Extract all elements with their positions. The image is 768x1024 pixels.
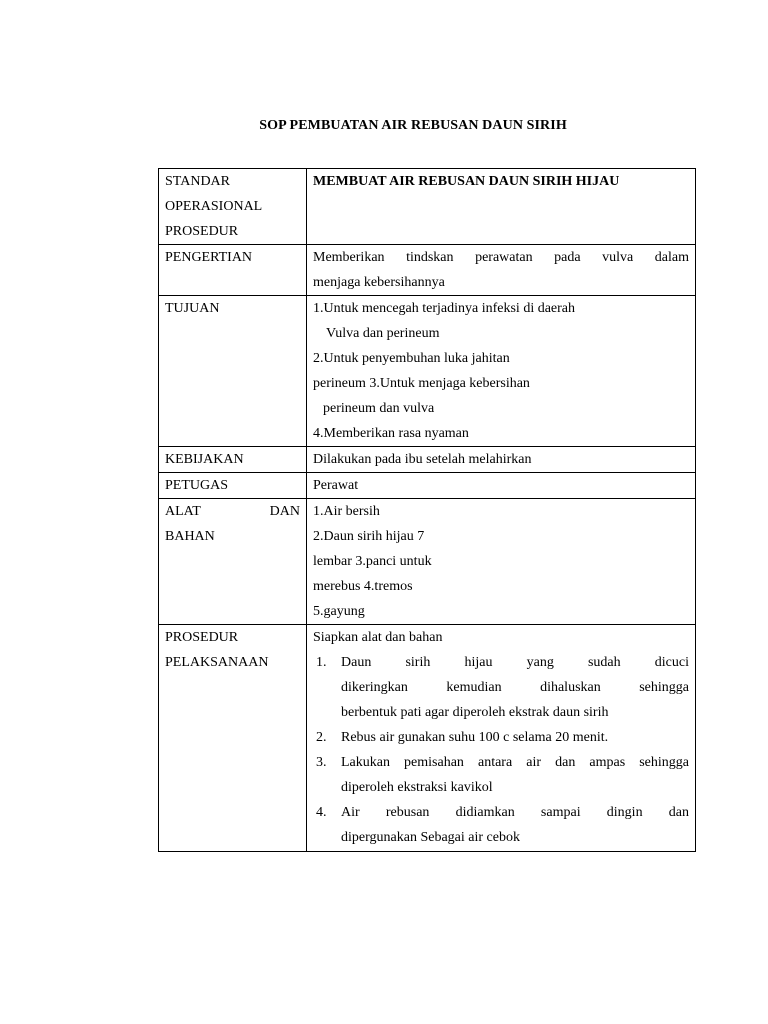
- text-line: merebus 4.tremos: [313, 579, 413, 594]
- text-line: Daun sirih hijau yang sudah dicuci: [341, 655, 689, 670]
- table-row-kebijakan: [159, 447, 696, 473]
- text-line: Lakukan pemisahan antara air dan ampas sehingga: [341, 755, 689, 770]
- value-prosedur: [307, 625, 696, 852]
- text-line: diperoleh ekstraksi kavikol: [341, 780, 493, 795]
- label-petugas: PETUGAS: [159, 473, 307, 499]
- label-tujuan: TUJUAN: [159, 296, 307, 447]
- label-word: DAN: [269, 504, 300, 519]
- label-line: PROSEDUR: [165, 630, 239, 645]
- text-line: lembar 3.panci untuk: [313, 554, 432, 569]
- sop-name: MEMBUAT AIR REBUSAN DAUN SIRIH HIJAU: [313, 174, 620, 189]
- label-kebijakan: KEBIJAKAN: [159, 447, 307, 473]
- value-petugas: Perawat: [307, 473, 696, 499]
- text-line: 1.Air bersih: [313, 504, 380, 519]
- table-row-alat: [159, 499, 696, 625]
- value-alat: [307, 499, 696, 625]
- value-standar: [307, 169, 696, 245]
- label-prosedur: [159, 625, 307, 852]
- label-line: PELAKSANAAN: [165, 655, 269, 670]
- text-line: 2.Untuk penyembuhan luka jahitan: [313, 351, 510, 366]
- list-item: [313, 725, 689, 750]
- step-number: 1.: [316, 655, 327, 670]
- table-row-standar: [159, 169, 696, 245]
- table-row-tujuan: [159, 296, 696, 447]
- text-line: Rebus air gunakan suhu 100 c selama 20 menit.: [341, 730, 609, 745]
- label-line: STANDAR: [165, 174, 230, 189]
- label-alat: [159, 499, 307, 625]
- label-word: ALAT: [165, 504, 201, 519]
- document-title: SOP PEMBUATAN AIR REBUSAN DAUN SIRIH: [259, 118, 567, 133]
- text-line: 2.Daun sirih hijau 7: [313, 529, 425, 544]
- label-pengertian: PENGERTIAN: [159, 245, 307, 296]
- text-line: berbentuk pati agar diperoleh ekstrak daun sirih: [341, 705, 609, 720]
- label-line: BAHAN: [165, 529, 215, 544]
- step-number: 3.: [316, 755, 327, 770]
- text-line: 4.Memberikan rasa nyaman: [313, 426, 469, 441]
- value-pengertian: [307, 245, 696, 296]
- text-line: Memberikan tindskan perawatan pada vulva dalam: [313, 250, 689, 265]
- table-row-pengertian: [159, 245, 696, 296]
- value-kebijakan: Dilakukan pada ibu setelah melahirkan: [307, 447, 696, 473]
- prosedur-intro: Siapkan alat dan bahan: [313, 630, 443, 645]
- text-line: 5.gayung: [313, 604, 365, 619]
- prosedur-steps: [313, 650, 689, 850]
- label-line: OPERASIONAL: [165, 199, 263, 214]
- text-line: dikeringkan kemudian dihaluskan sehingga: [341, 680, 689, 695]
- text-line: 1.Untuk mencegah terjadinya infeksi di daerah: [313, 301, 576, 316]
- text-line: Vulva dan perineum: [326, 326, 440, 341]
- label-line: [165, 499, 300, 524]
- list-item: [313, 750, 689, 800]
- list-item: [313, 800, 689, 850]
- table-row-petugas: [159, 473, 696, 499]
- text-line: perineum dan vulva: [323, 401, 435, 416]
- text-line: Air rebusan didiamkan sampai dingin dan: [341, 805, 689, 820]
- text-line: dipergunakan Sebagai air cebok: [341, 830, 520, 845]
- text-line: perineum 3.Untuk menjaga kebersihan: [313, 376, 530, 391]
- value-tujuan: [307, 296, 696, 447]
- sop-table: [158, 168, 696, 852]
- step-number: 4.: [316, 805, 327, 820]
- step-number: 2.: [316, 730, 327, 745]
- text-line: menjaga kebersihannya: [313, 275, 445, 290]
- label-line: PROSEDUR: [165, 224, 239, 239]
- label-standar: [159, 169, 307, 245]
- table-row-prosedur: [159, 625, 696, 852]
- list-item: [313, 650, 689, 725]
